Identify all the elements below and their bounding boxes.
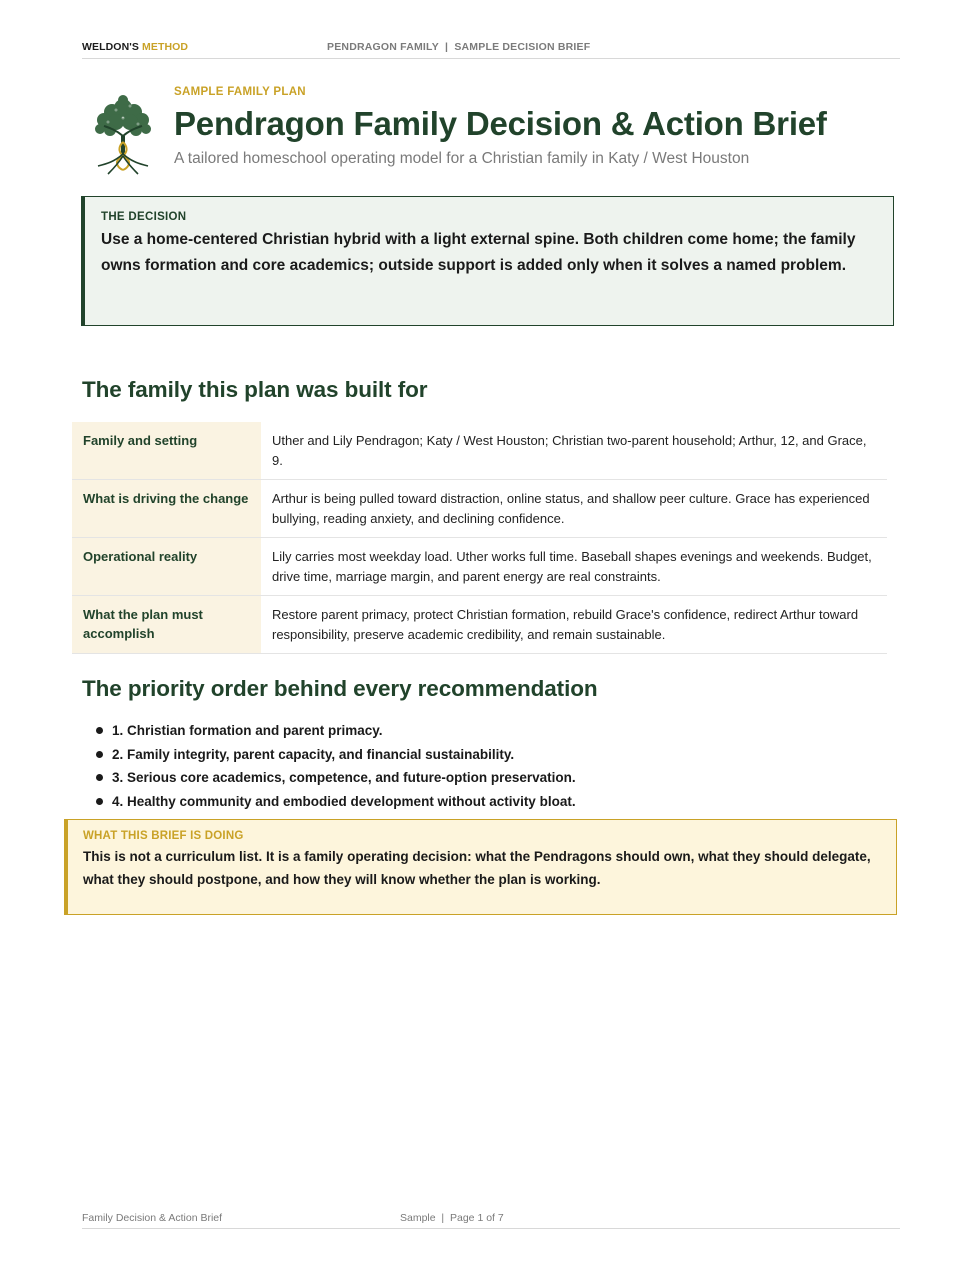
list-item [96, 743, 876, 767]
priority-section-heading: The priority order behind every recommendation [82, 676, 598, 701]
row-label: What the plan must accomplish [72, 596, 261, 654]
list-item-text: 4. Healthy community and embodied development without activity bloat. [112, 793, 576, 809]
brief-kicker: WHAT THIS BRIEF IS DOING [83, 830, 244, 842]
priority-list [96, 719, 876, 813]
table-row [72, 538, 887, 596]
row-value: Arthur is being pulled toward distraction, online status, and shallow peer culture. Grace has experienced bullying, reading anxiety, and declining confidence. [261, 480, 887, 538]
brand-wordmark [82, 41, 188, 53]
eyebrow-label: SAMPLE FAMILY PLAN [174, 86, 306, 98]
bullet-icon [96, 751, 103, 758]
tree-of-life-logo-icon [86, 92, 160, 176]
list-item-text: 2. Family integrity, parent capacity, and financial sustainability. [112, 746, 515, 762]
footer-page-number: Sample | Page 1 of 7 [400, 1212, 504, 1224]
brand-main: WELDON'S [82, 41, 139, 53]
row-label: What is driving the change [72, 480, 261, 538]
running-footer [82, 1212, 900, 1229]
list-item [96, 766, 876, 790]
table-row [72, 480, 887, 538]
bullet-icon [96, 727, 103, 734]
family-section-heading: The family this plan was built for [82, 377, 428, 402]
decision-kicker: THE DECISION [101, 211, 187, 223]
table-row [72, 422, 887, 480]
list-item-text: 3. Serious core academics, competence, and future-option preservation. [112, 770, 576, 785]
row-value: Uther and Lily Pendragon; Katy / West Houston; Christian two-parent household; Arthur, 12, and Grace, 9. [261, 422, 887, 480]
row-label: Family and setting [72, 422, 261, 480]
decision-callout [81, 196, 894, 326]
bullet-icon [96, 798, 103, 805]
page-subtitle: A tailored homeschool operating model for a Christian family in Katy / West Houston [174, 150, 750, 167]
footer-doc-title: Family Decision & Action Brief [82, 1212, 223, 1224]
row-value: Lily carries most weekday load. Uther works full time. Baseball shapes evenings and weekends. Budget, drive time, marriage margin, and parent energy are real constraints. [261, 538, 887, 596]
table-row [72, 596, 887, 654]
title-block [174, 86, 894, 168]
list-item-text: 1. Christian formation and parent primacy. [112, 723, 383, 738]
brief-body: This is not a curriculum list. It is a family operating decision: what the Pendragons should own, what they should delegate, what they should postpone, and how they will know whether the plan is working. [83, 849, 871, 887]
row-value: Restore parent primacy, protect Christian formation, rebuild Grace's confidence, redirect Arthur toward responsibility, preserve academic credibility, and remain sustainable. [261, 596, 887, 654]
page-title: Pendragon Family Decision & Action Brief [174, 105, 827, 142]
decision-body: Use a home-centered Christian hybrid with a light external spine. Both children come home; the family owns formation and core academics; outside support is added only when it solves a named problem. [101, 231, 856, 274]
running-header [82, 40, 900, 59]
family-profile-table [72, 422, 887, 654]
bullet-icon [96, 774, 103, 781]
list-item [96, 719, 876, 743]
row-label: Operational reality [72, 538, 261, 596]
list-item [96, 790, 876, 814]
header-doc-label: PENDRAGON FAMILY | SAMPLE DECISION BRIEF [327, 41, 591, 53]
brief-purpose-callout [64, 819, 897, 915]
brand-accent: METHOD [142, 41, 189, 53]
